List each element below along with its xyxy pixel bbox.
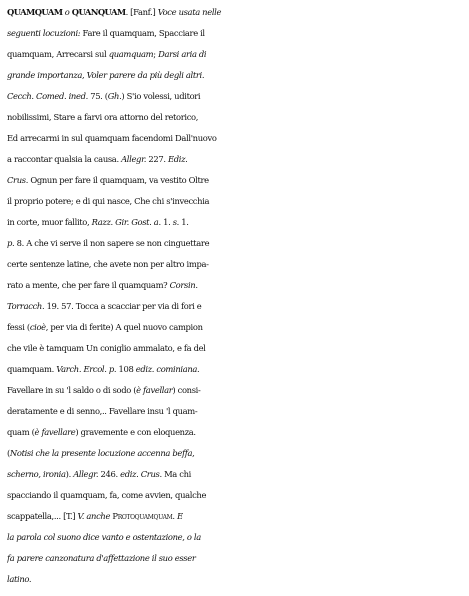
text-run: rato a mente, che per fare il quamquam? [7,280,170,290]
entry-line [7,2,463,23]
italic-run: scherno, ironia [7,469,66,479]
text-run: Ed arrecarmi in sul quamquam facendomi Dall'nuovo [7,133,217,143]
italic-run: Gh. [107,91,122,101]
italic-run: . E [172,511,183,521]
text-run: nobilissimi, Stare a farvi ora attorno del retorico, [7,112,199,122]
entry-line [7,149,463,170]
text-run: quamquam, Arrecarsi sul [7,49,109,59]
italic-run: Torracch. [7,301,45,311]
entry-line [7,191,463,212]
entry-line [7,548,463,569]
headword: QUAMQUAM [7,7,63,17]
entry-line [7,464,463,485]
italic-run: è favellare [34,427,76,437]
entry-line [7,422,463,443]
italic-run: Darsi aria di [158,49,207,59]
text-run: spacciando il quamquam, fa, come avvien, qualche [7,490,207,500]
italic-run: Allegr. [121,154,147,164]
entry-line [7,296,463,317]
entry-line [7,44,463,65]
entry-line [7,254,463,275]
italic-run: fa parere canzonatura d'affettazione il suo esser [7,553,196,563]
entry-line [7,170,463,191]
entry-line [7,338,463,359]
italic-run: p. [7,238,15,248]
entry-line [7,485,463,506]
italic-run: Varch. Ercol. p. [56,364,117,374]
italic-run: o [62,7,72,17]
entry-line [7,212,463,233]
italic-run: Voce usata nelle [157,7,222,17]
italic-run: seguenti locuzioni: [7,28,81,38]
text-run: 108 [116,364,136,374]
text-run: 227. [146,154,168,164]
italic-run: Razz. Gir. Gost. a. [91,217,161,227]
text-run: il proprio potere; e di qui nasce, Che chi s'invecchia [7,196,210,206]
text-run: Fare il quamquam, Spacciare il [80,28,205,38]
text-run: 1. [178,217,189,227]
italic-run: Ediz. [168,154,188,164]
headword: QUANQUAM [71,7,126,17]
entry-line [7,527,463,548]
text-run: ) S'io volessi, uditori [121,91,201,101]
text-run: 1. [160,217,173,227]
entry-line [7,233,463,254]
text-run: ) consi- [172,385,201,395]
text-run: ( [7,448,10,458]
italic-run: ediz. cominiana. [135,364,200,374]
italic-run: quamquam [108,49,154,59]
entry-line [7,569,463,590]
italic-run: cioè [29,322,46,332]
text-run: , per via di ferite) A quel nuovo campion [45,322,203,332]
cross-reference: Protoquamquam [112,511,173,521]
entry-line [7,317,463,338]
entry-line [7,401,463,422]
entry-body [7,2,463,590]
text-run: quamquam. [7,364,57,374]
italic-run: V. anche [77,511,113,521]
text-run: ) gravemente e con eloquenza. [75,427,196,437]
entry-line [7,443,463,464]
italic-run: ediz. Crus. [120,469,162,479]
text-run: 19. 57. Tocca a scacciar per via di fori e [44,301,202,311]
entry-line [7,107,463,128]
text-run: Favellare in su 'l saldo o di sodo ( [7,385,137,395]
text-run: 75. ( [87,91,108,101]
italic-run: la parola col suono dice vanto e ostentazione, o la [7,532,201,542]
italic-run: Notisi che la presente locuzione accenna beffa, [9,448,195,458]
entry-line [7,275,463,296]
italic-run: grande importanza, Voler parere da più degli altri. [7,70,205,80]
italic-run: Allegr. [73,469,99,479]
entry-line [7,506,463,527]
text-run: scappatella,... [T.] [7,511,78,521]
text-run: 8. A che vi serve il non sapere se non cinguettare [14,238,210,248]
italic-run: Cecch. Comed. ined. [7,91,88,101]
entry-line [7,128,463,149]
italic-run: latino. [7,574,32,584]
text-run: quam ( [7,427,35,437]
text-run: Ognun per fare il quamquam, va vestito Oltre [28,175,209,185]
text-run: 246. [98,469,121,479]
text-run: ). [65,469,74,479]
text-run: ; [153,49,159,59]
text-run: che vile è tamquam Un coniglio ammalato, e fa del [7,343,206,353]
text-run: in corte, muor fallito, [7,217,92,227]
entry-line [7,65,463,86]
entry-line [7,86,463,107]
text-run: a raccontar qualsia la causa. [7,154,122,164]
italic-run: è favellar [136,385,173,395]
text-run: fessi ( [7,322,30,332]
italic-run: s. [172,217,179,227]
entry-line [7,23,463,44]
text-run: Ma chi [161,469,191,479]
text-run: deratamente e di senno,.. Favellare insu 'l quam- [7,406,198,416]
italic-run: Corsin. [169,280,198,290]
dictionary-entry [7,2,463,594]
entry-line [7,359,463,380]
italic-run: Crus. [7,175,29,185]
entry-line [7,380,463,401]
text-run: . [Fanf.] [125,7,158,17]
text-run: certe sentenze latine, che avete non per altro impa- [7,259,209,269]
